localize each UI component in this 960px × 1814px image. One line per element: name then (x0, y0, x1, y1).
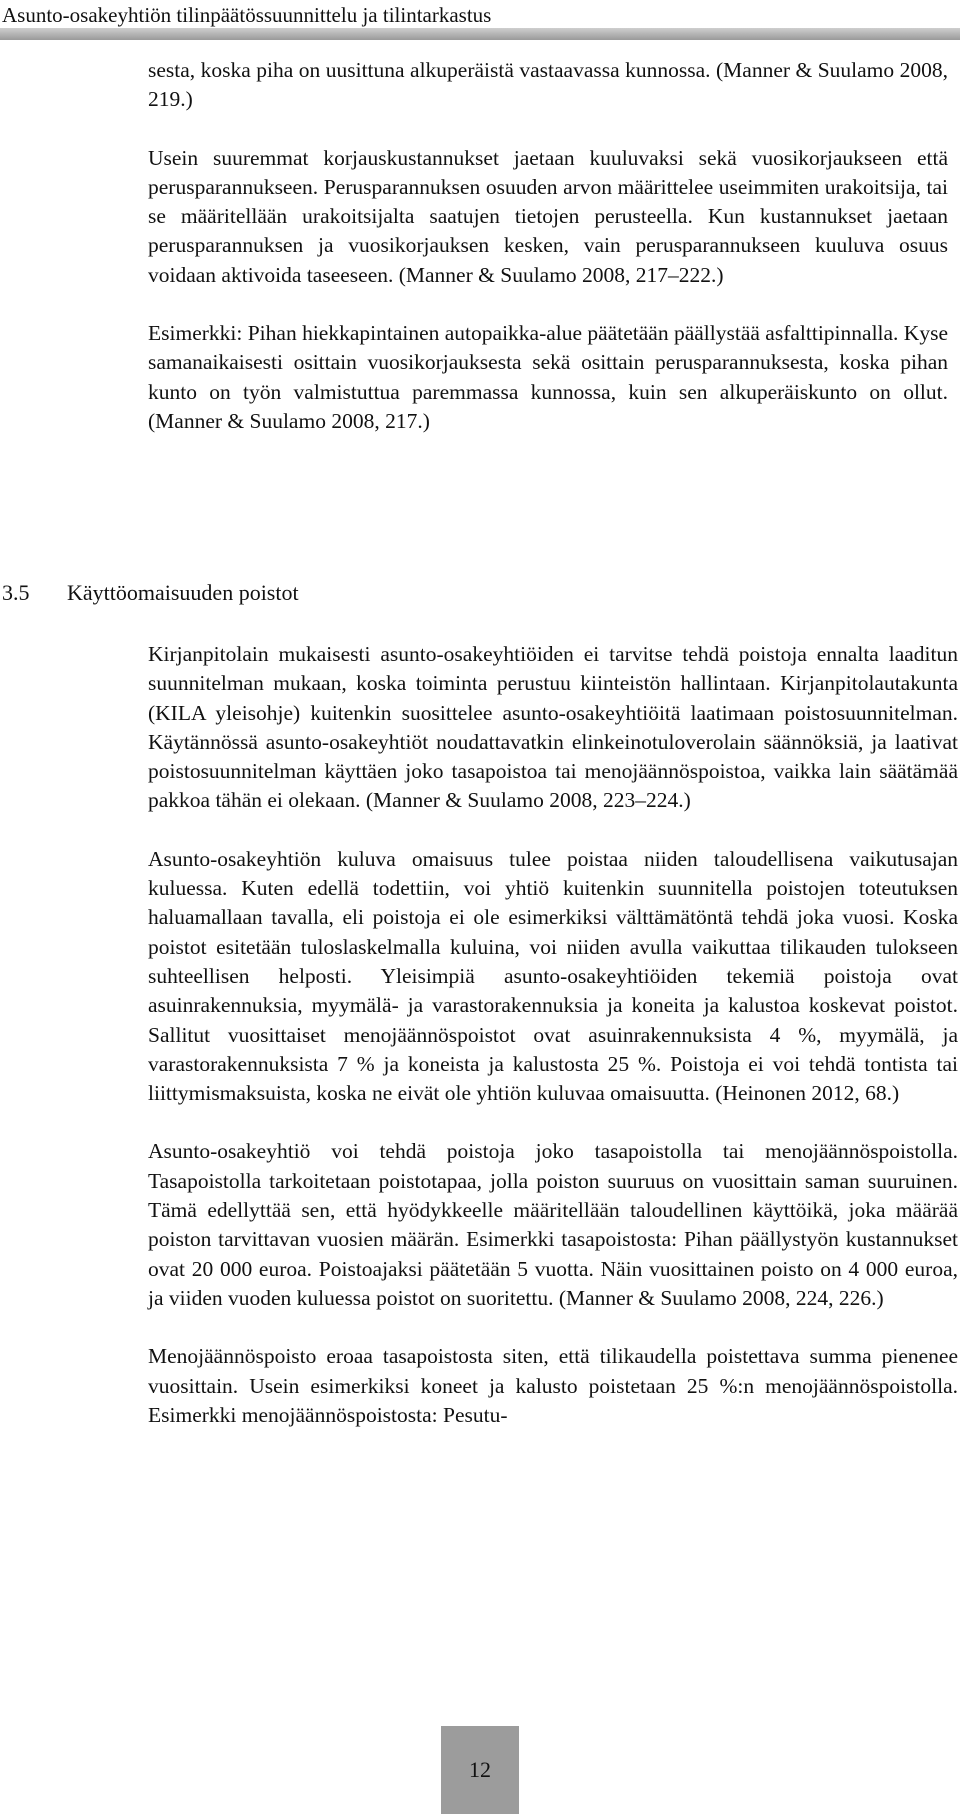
paragraph: Asunto-osakeyhtiö voi tehdä poistoja joko tasapoistolla tai menojäännöspoistolla. Tasapoistolla tarkoitetaan poistotapaa, jolla poiston suuruus on vuosittain saman suuruinen. Tämä edellyttää sen, että hyödykkeelle määritellään taloudellinen käyttöikä, joka määrää poiston tarvittavan vuosien määrän. Esimerkki tasapoistosta: Pihan päällystyön kustannukset ovat 20 000 euroa. Poistoajaksi päätetään 5 vuotta. Näin vuosittainen poisto on 4 000 euroa, ja viiden vuoden kuluessa poistot on suoritettu. (Manner & Suulamo 2008, 224, 226.) (148, 1139, 958, 1310)
section-number: 3.5 (2, 580, 30, 605)
paragraph: sesta, koska piha on uusittuna alkuperäistä vastaavassa kunnossa. (Manner & Suulamo 2008, 219.) (148, 58, 948, 112)
page-number: 12 (469, 1757, 491, 1782)
paragraph: Esimerkki: Pihan hiekkapintainen autopaikka-alue päätetään päällystää asfalttipinnalla. Kyse samanaikaisesti osittain vuosikorjauksesta sekä osittain perusparannuksesta, koska pihan kunto on työn valmistuttua paremmassa kunnossa, kuin sen alkuperäiskunto on ollut. (Manner & Suulamo 2008, 217.) (148, 321, 948, 433)
paragraph: Asunto-osakeyhtiön kuluva omaisuus tulee poistaa niiden taloudellisena vaikutusajan kuluessa. Kuten edellä todettiin, voi yhtiö kuitenkin suunnitella poistojen toteutuksen haluamallaan tavalla, eli poistoja ei ole esimerkiksi välttämätöntä tehdä joka vuosi. Koska poistot esitetään tuloslaskelmalla kuluina, voi niiden avulla vaikuttaa tilikauden tulokseen suhteellisen helposti. Yleisimpiä asunto-osakeyhtiöiden tekemiä poistoja ovat asuinrakennuksia, myymälä- ja varastorakennuksia ja koneita ja kalustoa koskevat poistot. Sallitut vuosittaiset menojäännöspoistot ovat asuinrakennuksista 4 %, myymälä, ja varastorakennuksista 7 % ja koneista ja kalustosta 25 %. Poistoja ei voi tehdä tontista tai liittymismaksuista, koska ne eivät ole yhtiön kuluvaa omaisuutta. (Heinonen 2012, 68.) (148, 846, 958, 1106)
paragraph: Usein suuremmat korjauskustannukset jaetaan kuuluvaksi sekä vuosikorjaukseen että perusparannukseen. Perusparannuksen osuuden arvon määrittelee useimmiten urakoitsija, tai se määritellään urakoitsijalta saatujen tietojen perusteella. Kun kustannukset jaetaan perusparannuksen ja vuosikorjauksen kesken, vain perusparannukseen kuuluva osuus voidaan aktivoida taseeseen. (Manner & Suulamo 2008, 217–222.) (148, 145, 948, 287)
section-title: Käyttöomaisuuden poistot (67, 580, 299, 605)
running-header (0, 0, 960, 32)
paragraph: Kirjanpitolain mukaisesti asunto-osakeyhtiöiden ei tarvitse tehdä poistoja ennalta laaditun suunnitelman mukaan, koska toiminta perustuu kiinteistön hallintaan. Kirjanpitolautakunta (KILA yleisohje) kuitenkin suosittelee asunto-osakeyhtiöitä laatimaan poistosuunnitelman. Käytännössä asunto-osakeyhtiöt noudattavatkin elinkeinotuloverolain säännöksiä, ja laativat poistosuunnitelman käyttäen joko tasapoistoa tai menojäännöspoistoa, vaikka lain säätämää pakkoa tähän ei olekaan. (Manner & Suulamo 2008, 223–224.) (148, 642, 958, 813)
page-number-box (441, 1726, 519, 1814)
paragraph: Menojäännöspoisto eroaa tasapoistosta siten, että tilikaudella poistettava summa pienenee vuosittain. Usein esimerkiksi koneet ja kalusto poistetaan 25 %:n menojäännöspoistolla. Esimerkki menojäännöspoistosta: Pesutu- (148, 1344, 958, 1427)
running-header-title: Asunto-osakeyhtiön tilinpäätössuunnittelu ja tilintarkastus (2, 3, 492, 27)
header-rule (0, 28, 960, 40)
body-text-upper (148, 56, 948, 465)
body-text-lower (148, 640, 958, 1459)
